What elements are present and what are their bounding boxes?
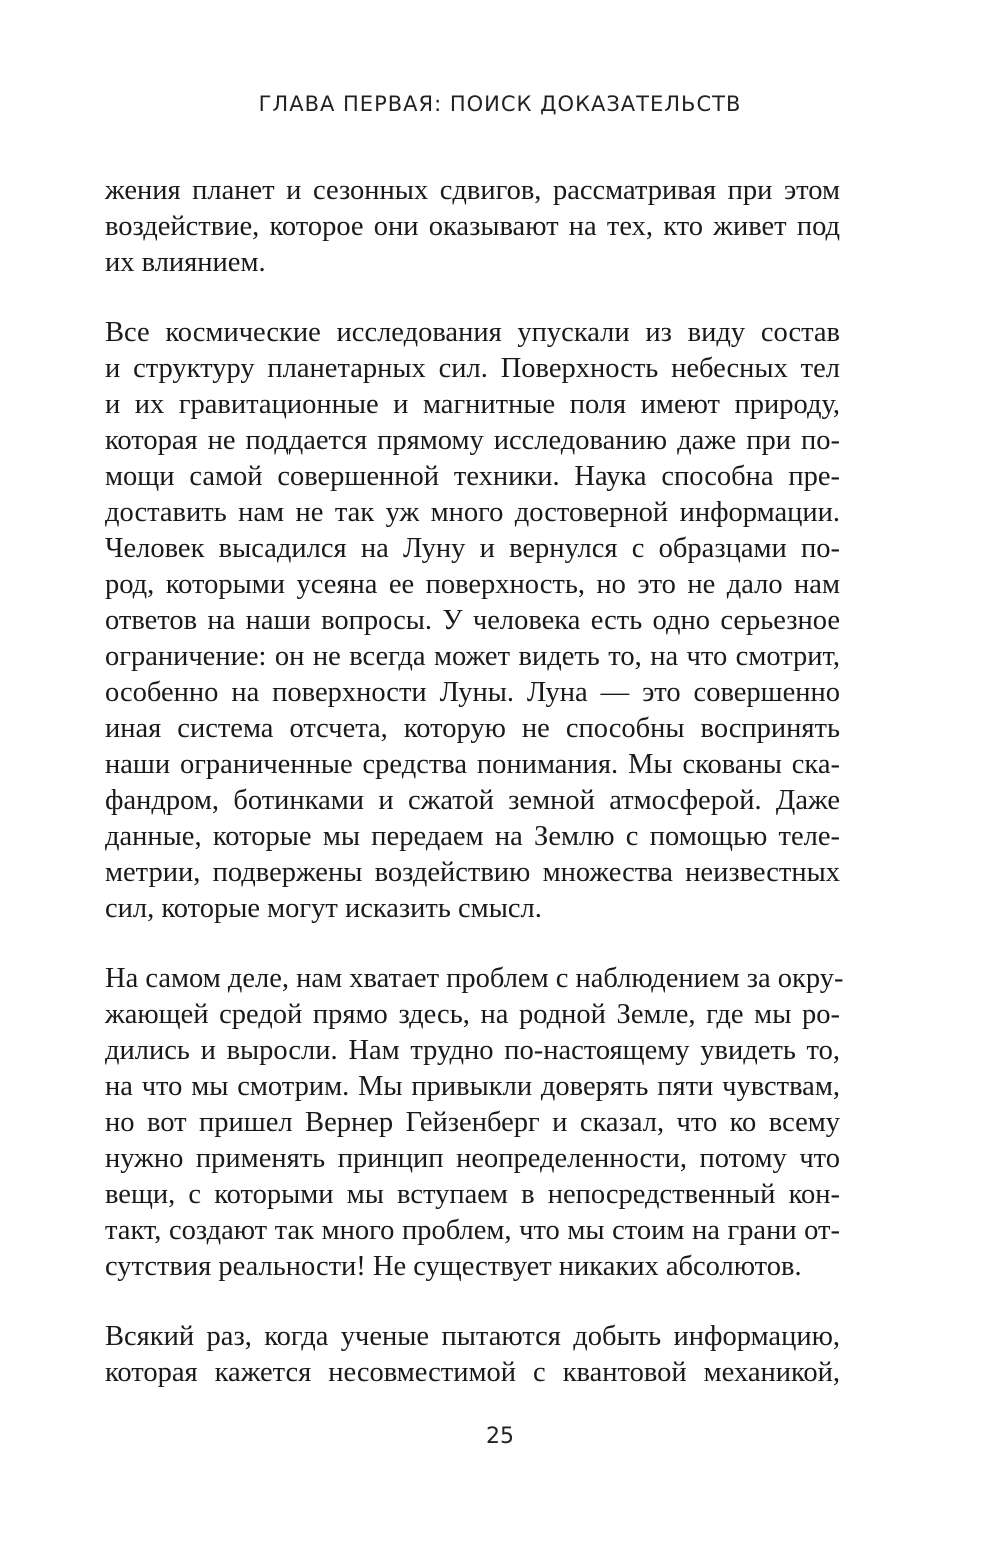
text-line: особенно на поверхности Луны. Луна — это совершенно xyxy=(105,677,840,708)
text-line: которая кажется несовместимой с квантовой механикой, xyxy=(105,1357,840,1388)
text-line: дились и выросли. Нам трудно по-настоящему увидеть то, xyxy=(105,1035,840,1066)
text-line: воздействие, которое они оказывают на тех, кто живет под xyxy=(105,211,840,242)
text-line: сутствия реальности! Не существует никаких абсолютов. xyxy=(105,1251,802,1282)
text-line: метрии, подвержены воздействию множества неизвестных xyxy=(105,857,840,888)
text-line: жения планет и сезонных сдвигов, рассматривая при этом xyxy=(105,175,840,206)
text-line: и их гравитационные и магнитные поля имеют природу, xyxy=(105,389,840,420)
text-line: и структуру планетарных сил. Поверхность небесных тел xyxy=(105,353,840,384)
text-line: вещи, с которыми мы вступаем в непосредственный кон- xyxy=(105,1179,840,1210)
text-line: данные, которые мы передаем на Землю с помощью теле- xyxy=(105,821,840,852)
text-line: фандром, ботинками и сжатой земной атмосферой. Даже xyxy=(105,785,840,816)
text-line: иная система отсчета, которую не способны воспринять xyxy=(105,713,840,744)
text-line: жающей средой прямо здесь, на родной Земле, где мы ро- xyxy=(105,999,840,1030)
text-line: доставить нам не так уж много достоверной информации. xyxy=(105,497,840,528)
paragraph-3 xyxy=(105,961,844,1285)
text-line: их влиянием. xyxy=(105,247,266,278)
text-line: На самом деле, нам хватает проблем с наблюдением за окру- xyxy=(105,963,844,994)
text-line: Всякий раз, когда ученые пытаются добыть информацию, xyxy=(105,1321,840,1352)
paragraph-1 xyxy=(105,173,840,281)
text-line: Все космические исследования упускали из виду состав xyxy=(105,317,840,348)
text-line: наши ограниченные средства понимания. Мы скованы ска- xyxy=(105,749,840,780)
running-head: ГЛАВА ПЕРВАЯ: ПОИСК ДОКАЗАТЕЛЬСТВ xyxy=(258,92,742,116)
text-line: Человек высадился на Луну и вернулся с образцами по- xyxy=(105,533,840,564)
text-line: нужно применять принцип неопределенности, потому что xyxy=(105,1143,840,1174)
text-line: которая не поддается прямому исследованию даже при по- xyxy=(105,425,840,456)
text-line: ответов на наши вопросы. У человека есть одно серьезное xyxy=(105,605,840,636)
text-line: род, которыми усеяна ее поверхность, но это не дало нам xyxy=(105,569,840,600)
paragraph-2 xyxy=(105,315,840,927)
page-number: 25 xyxy=(486,1424,514,1449)
text-line: на что мы смотрим. Мы привыкли доверять пяти чувствам, xyxy=(105,1071,840,1102)
text-line: сил, которые могут исказить смысл. xyxy=(105,893,542,924)
paragraph-4 xyxy=(105,1319,840,1391)
text-line: ограничение: он не всегда может видеть то, на что смотрит, xyxy=(105,641,840,672)
text-line: но вот пришел Вернер Гейзенберг и сказал, что ко всему xyxy=(105,1107,840,1138)
text-line: такт, создают так много проблем, что мы стоим на грани от- xyxy=(105,1215,840,1246)
text-line: мощи самой совершенной техники. Наука способна пре- xyxy=(105,461,840,492)
body-text xyxy=(105,173,844,1425)
